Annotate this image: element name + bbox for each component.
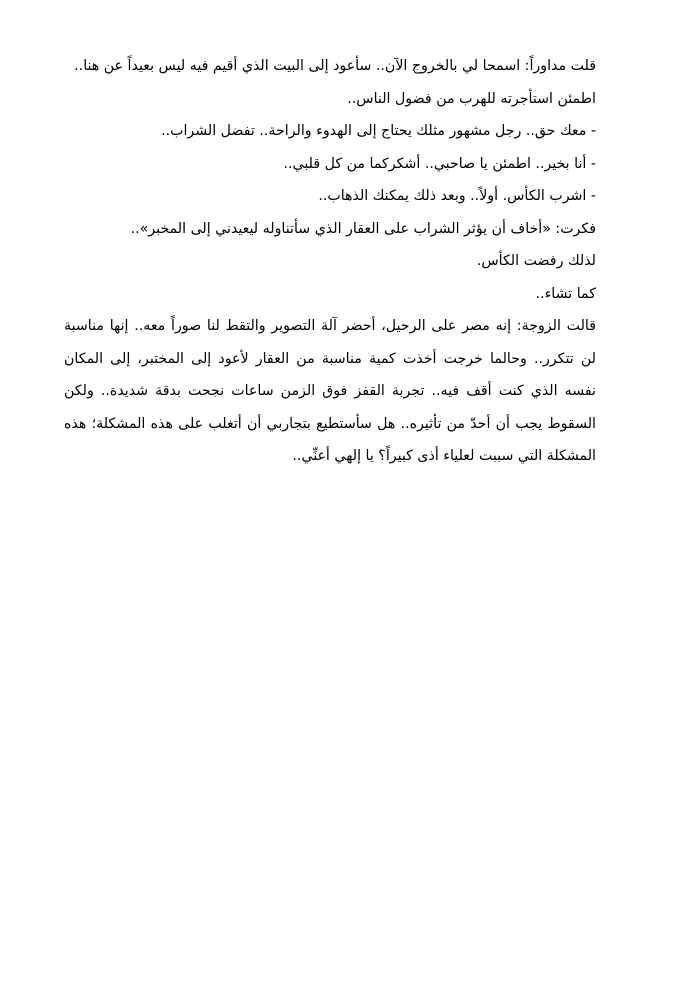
paragraph-wife-said: قالت الزوجة: إنه مصر على الرحيل، أحضر آلة التصوير والتقط لنا صوراً معه.. إنها مناسبة لن تتكرر.. وحالما خرجت أخذت كمية مناسبة من العقار لأعود إلى المختبر، إلى المكان نفسه الذي كنت أقف فيه.. تجربة القفز فوق الزمن ساعات نجحت بدقة شديدة.. ولكن السقوط يجب أن أحدّ من تأثيره.. هل سأستطيع بتجاربي أن أتغلب على هذه المشكلة؛ هذه المشكلة التي سببت لعلياء أذى كبيراً؟ يا إلهي أعنِّي..: [64, 318, 596, 464]
dialogue-line-1: - معك حق.. رجل مشهور مثلك يحتاج إلى الهدوء والراحة.. تفضل الشراب..: [161, 123, 596, 139]
paragraph-as-you-wish: كما تشاء..: [535, 285, 596, 302]
paragraph-1: قلت مداوراً: اسمحا لي بالخروج الآن.. سأعود إلى البيت الذي أقيم فيه ليس بعيداً عن هنا.. اطمئن استأجرته للهرب من فضول الناس..: [74, 58, 596, 107]
document-body: [64, 50, 618, 473]
dialogue-line-3: - اشرب الكأس. أولاً.. وبعد ذلك يمكنك الذهاب..: [318, 188, 596, 204]
paragraph-refusal: لذلك رفضت الكأس.: [476, 253, 596, 269]
dialogue-line-2: - أنا بخير.. اطمئن يا صاحبي.. أشكركما من كل قلبي..: [283, 155, 596, 172]
paragraph-thought: فكرت: «أخاف أن يؤثر الشراب على العقار الذي سأتناوله ليعيدني إلى المخبر»..: [130, 220, 596, 237]
